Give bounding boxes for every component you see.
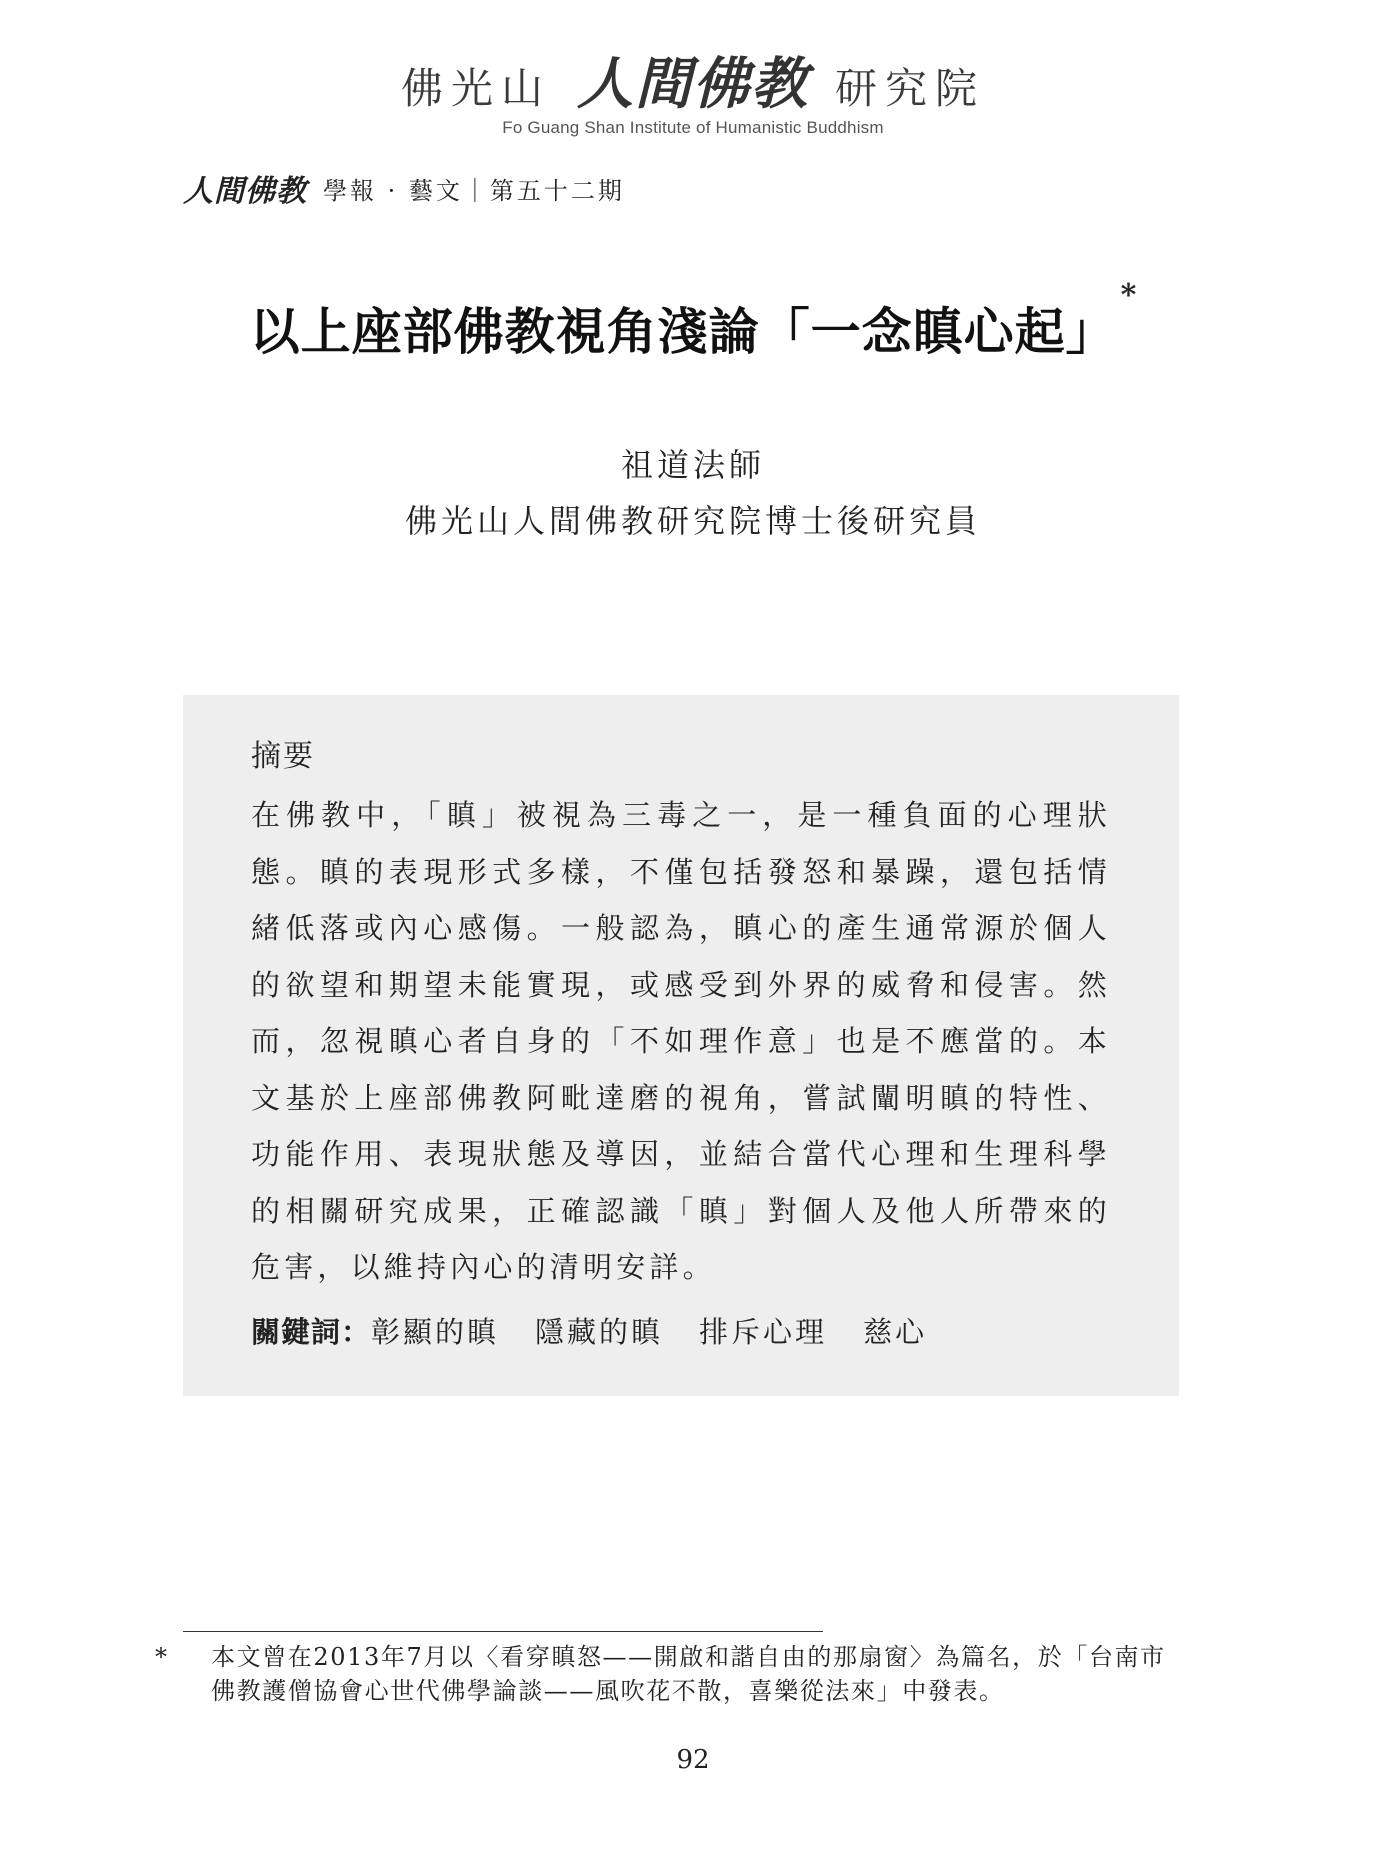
article-title: 以上座部佛教視角淺論「一念瞋心起」 <box>249 302 1117 361</box>
institute-banner <box>0 40 1386 138</box>
banner-chinese-name <box>0 40 1386 117</box>
banner-left-text: 佛光山 <box>400 64 551 113</box>
title-footnote-mark: * <box>1120 278 1137 313</box>
banner-english-name: Fo Guang Shan Institute of Humanistic Buddhism <box>502 118 884 137</box>
footnote <box>155 1640 1183 1708</box>
keyword-item: 排斥心理 <box>699 1314 828 1349</box>
footnote-marker: * <box>155 1643 169 1671</box>
abstract-body: 在佛教中，「瞋」被視為三毒之一，是一種負面的心理狀態。瞋的表現形式多樣，不僅包括發怒和暴躁，還包括情緒低落或內心感傷。一般認為，瞋心的產生通常源於個人的欲望和期望未能實現，或感受到外界的威脅和侵害。然而，忽視瞋心者自身的「不如理作意」也是不應當的。本文基於上座部佛教阿毗達磨的視角，嘗試闡明瞋的特性、功能作用、表現狀態及導因，並結合當代心理和生理科學的相關研究成果，正確認識「瞋」對個人及他人所帶來的危害，以維持內心的清明安詳。 <box>251 798 1111 1284</box>
abstract-box <box>183 695 1179 1396</box>
keywords-row <box>251 1310 1111 1351</box>
footnote-text: 本文曾在2013年7月以〈看穿瞋怒——開啟和諧自由的那扇窗〉為篇名，於「台南市佛教護僧協會心世代佛學論談——風吹花不散，喜樂從法來」中發表。 <box>211 1643 1166 1705</box>
footnote-text-block <box>155 1640 1183 1708</box>
keywords-label: 關鍵詞： <box>251 1314 372 1349</box>
article-author: 祖道法師 <box>620 446 765 484</box>
keyword-item: 慈心 <box>863 1314 928 1349</box>
journal-issue-label: 學報 · 藝文｜第五十二期 <box>323 176 625 205</box>
page-number: 92 <box>676 1745 710 1775</box>
banner-right-text: 研究院 <box>835 64 986 113</box>
article-title-block <box>0 278 1386 364</box>
keyword-item: 彰顯的瞋 <box>371 1314 500 1349</box>
journal-brand-logo: 人間佛教 <box>183 174 307 209</box>
abstract-heading: 摘要 <box>251 739 315 774</box>
author-affiliation: 佛光山人間佛教研究院博士後研究員 <box>404 502 981 540</box>
keyword-item: 隱藏的瞋 <box>535 1314 664 1349</box>
footnote-divider <box>183 1631 823 1632</box>
running-header <box>183 166 625 210</box>
banner-brand-logo: 人間佛教 <box>577 51 809 117</box>
